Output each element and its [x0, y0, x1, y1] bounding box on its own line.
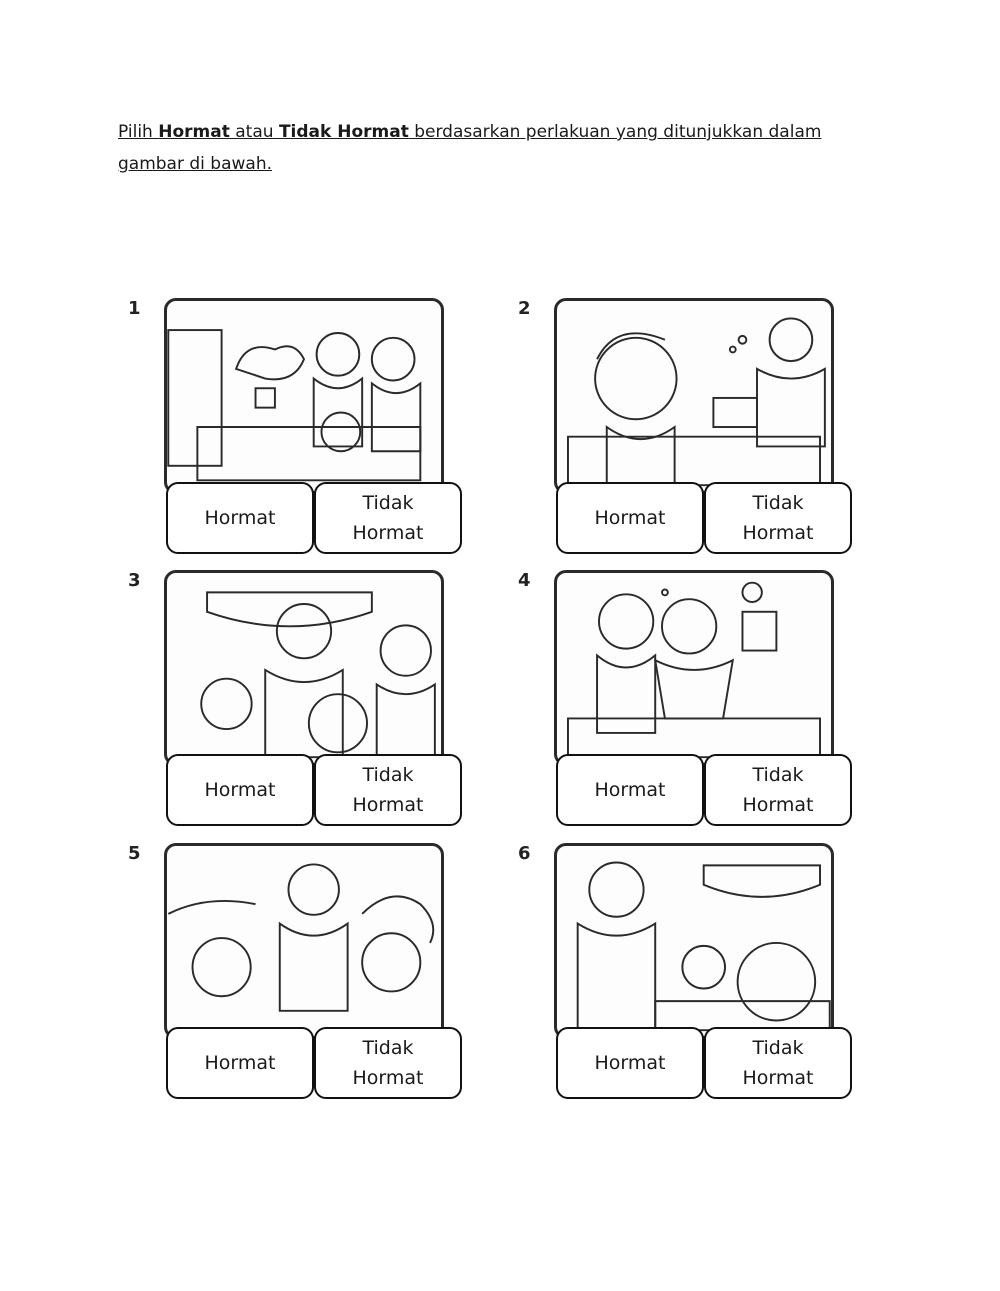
option-label-line2: Hormat	[742, 522, 814, 544]
worksheet-item-4	[508, 564, 848, 834]
option-tidak-hormat-1[interactable]	[314, 482, 462, 554]
worksheet-grid	[118, 292, 868, 1112]
option-hormat-2[interactable]	[556, 482, 704, 554]
option-label-line1: Tidak	[362, 764, 414, 786]
instruction-part3: berdasarkan perlakuan yang ditunjukkan dalam gambar di bawah.	[118, 122, 822, 174]
illustration-children-greeting-grandparents	[164, 570, 444, 766]
option-label-line1: Tidak	[362, 492, 414, 514]
option-tidak-hormat-2[interactable]	[704, 482, 852, 554]
option-hormat-3[interactable]	[166, 754, 314, 826]
option-label-line2: Hormat	[352, 522, 424, 544]
item-number: 1	[128, 298, 141, 319]
illustration-boys-helping-grandmother	[164, 843, 444, 1039]
option-label-line2: Hormat	[352, 794, 424, 816]
option-hormat-6[interactable]	[556, 1027, 704, 1099]
worksheet-item-3	[118, 564, 458, 834]
option-label-line2: Hormat	[742, 1067, 814, 1089]
option-hormat-5[interactable]	[166, 1027, 314, 1099]
instruction-bold-tidak-hormat: Tidak Hormat	[278, 122, 409, 142]
option-label-line1: Tidak	[752, 492, 804, 514]
worksheet-item-5	[118, 837, 458, 1107]
illustration-girl-and-man-reading	[554, 298, 834, 494]
option-label: Hormat	[594, 507, 666, 529]
instruction-text	[118, 116, 858, 180]
option-label-line1: Tidak	[752, 1037, 804, 1059]
option-label: Hormat	[594, 1052, 666, 1074]
option-hormat-1[interactable]	[166, 482, 314, 554]
item-number: 2	[518, 298, 531, 319]
illustration-siblings-pillow-fight	[554, 570, 834, 766]
illustration-family-sofa	[164, 298, 444, 494]
option-hormat-4[interactable]	[556, 754, 704, 826]
option-label: Hormat	[204, 779, 276, 801]
instruction-part2: atau	[229, 122, 279, 142]
option-tidak-hormat-5[interactable]	[314, 1027, 462, 1099]
item-number: 4	[518, 570, 531, 591]
option-tidak-hormat-3[interactable]	[314, 754, 462, 826]
illustration-mother-shushing-boy	[554, 843, 834, 1039]
option-label-line1: Tidak	[752, 764, 804, 786]
option-label: Hormat	[204, 507, 276, 529]
instruction-part1: Pilih	[118, 122, 159, 142]
option-label: Hormat	[594, 779, 666, 801]
instruction-bold-hormat: Hormat	[158, 122, 230, 142]
option-label: Hormat	[204, 1052, 276, 1074]
worksheet-item-6	[508, 837, 848, 1107]
option-label-line2: Hormat	[742, 794, 814, 816]
item-number: 5	[128, 843, 141, 864]
option-label-line2: Hormat	[352, 1067, 424, 1089]
option-tidak-hormat-6[interactable]	[704, 1027, 852, 1099]
item-number: 6	[518, 843, 531, 864]
option-tidak-hormat-4[interactable]	[704, 754, 852, 826]
option-label-line1: Tidak	[362, 1037, 414, 1059]
item-number: 3	[128, 570, 141, 591]
worksheet-item-2	[508, 292, 848, 562]
worksheet-item-1	[118, 292, 458, 562]
